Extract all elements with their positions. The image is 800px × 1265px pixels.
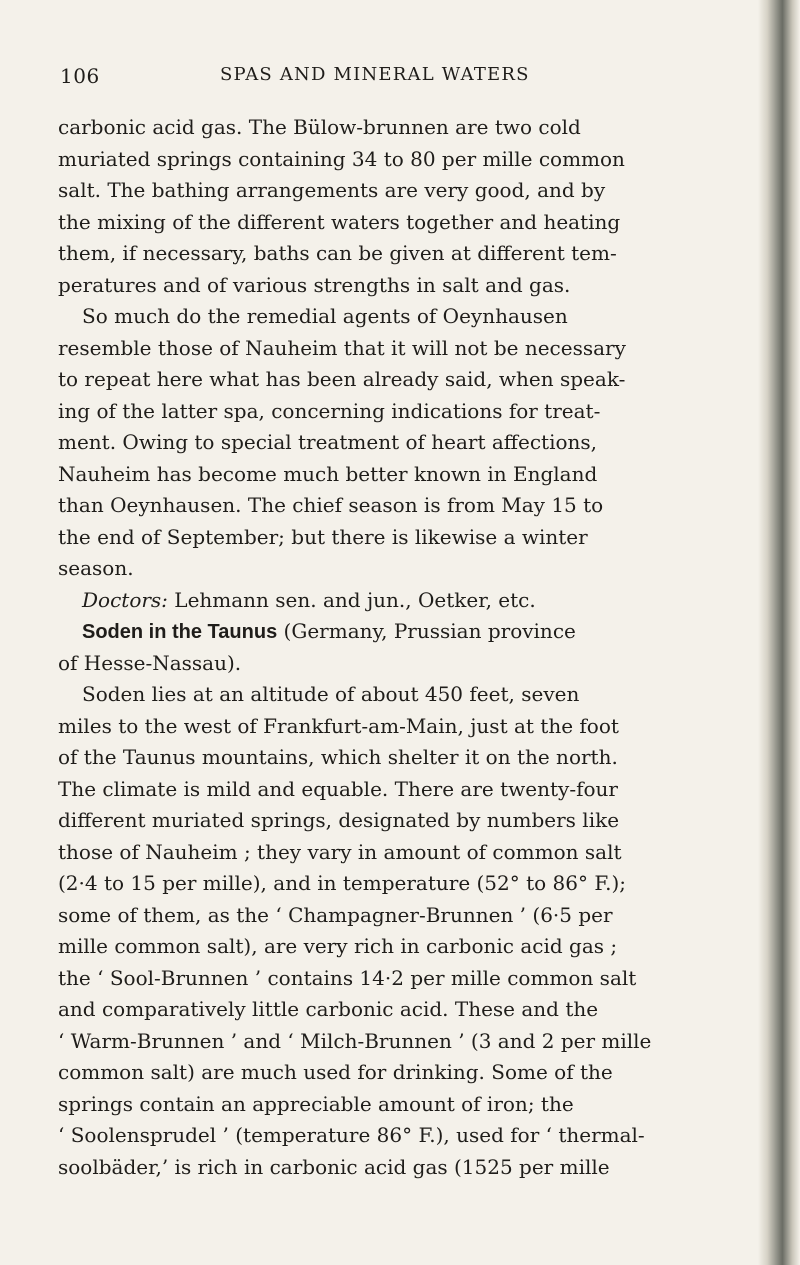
doctors-text: Lehmann sen. and jun., Oetker, etc.: [174, 587, 536, 612]
text-line: mille common salt), are very rich in carbonic acid gas ;: [58, 934, 618, 958]
page-number: 106: [60, 64, 100, 88]
text-line: (2·4 to 15 per mille), and in temperature (52° to 86° F.);: [58, 871, 627, 895]
text-line: ‘ Soolensprudel ’ (temperature 86° F.), used for ‘ thermal-: [58, 1123, 645, 1147]
text-line: the mixing of the different waters together and heating: [58, 209, 621, 234]
text-line: peratures and of various strengths in salt and gas.: [58, 272, 571, 297]
text-line: them, if necessary, baths can be given at different tem-: [58, 241, 617, 265]
body-text: [58, 112, 738, 1183]
text-line: and comparatively little carbonic acid. These and the: [58, 997, 599, 1021]
text-line: than Oeynhausen. The chief season is from May 15 to: [58, 493, 604, 517]
text-line: the end of September; but there is likewise a winter: [58, 524, 588, 549]
text-line: to repeat here what has been already said, when speak-: [58, 367, 626, 391]
soden-heading-line: [58, 616, 738, 648]
text-line: salt. The bathing arrangements are very good, and by: [58, 178, 606, 202]
text-line: The climate is mild and equable. There are twenty-four: [58, 776, 618, 801]
text-line: soolbäder,’ is rich in carbonic acid gas (1525 per mille: [58, 1154, 610, 1179]
text-line: different muriated springs, designated by numbers like: [58, 808, 620, 832]
text-line: Soden lies at an altitude of about 450 feet, seven: [82, 682, 580, 706]
text-line: resemble those of Nauheim that it will not be necessary: [58, 335, 626, 360]
text-line: those of Nauheim ; they vary in amount of common salt: [58, 839, 622, 864]
text-line: of Hesse-Nassau).: [58, 650, 242, 675]
text-line: muriated springs containing 34 to 80 per mille common: [58, 146, 625, 171]
text-line: miles to the west of Frankfurt-am-Main, just at the foot: [58, 713, 619, 738]
doctors-label: Doctors:: [82, 587, 168, 612]
soden-heading: Soden in the Taunus: [82, 621, 278, 643]
text-line: season.: [58, 556, 134, 580]
text-line: common salt) are much used for drinking. Some of the: [58, 1060, 613, 1084]
doctors-line: [58, 585, 738, 617]
text-line: some of them, as the ‘ Champagner-Brunnen ’ (6·5 per: [58, 902, 613, 927]
text-line: carbonic acid gas. The Bülow-brunnen are two cold: [58, 115, 581, 139]
text-line: ‘ Warm-Brunnen ’ and ‘ Milch-Brunnen ’ (3 and 2 per mille: [58, 1028, 652, 1053]
text-line: springs contain an appreciable amount of iron; the: [58, 1091, 574, 1116]
running-head: SPAS AND MINERAL WATERS: [220, 64, 530, 85]
text-line: Nauheim has become much better known in England: [58, 461, 598, 486]
text-line: the ‘ Sool-Brunnen ’ contains 14·2 per mille common salt: [58, 965, 637, 990]
soden-heading-text: (Germany, Prussian province: [283, 619, 576, 643]
page-header: [60, 64, 700, 92]
text-line: of the Taunus mountains, which shelter it on the north.: [58, 745, 618, 769]
text-line: ing of the latter spa, concerning indications for treat-: [58, 398, 601, 423]
text-line: So much do the remedial agents of Oeynhausen: [82, 304, 568, 328]
text-line: ment. Owing to special treatment of heart affections,: [58, 430, 598, 454]
page-binding-edge: [758, 0, 800, 1265]
